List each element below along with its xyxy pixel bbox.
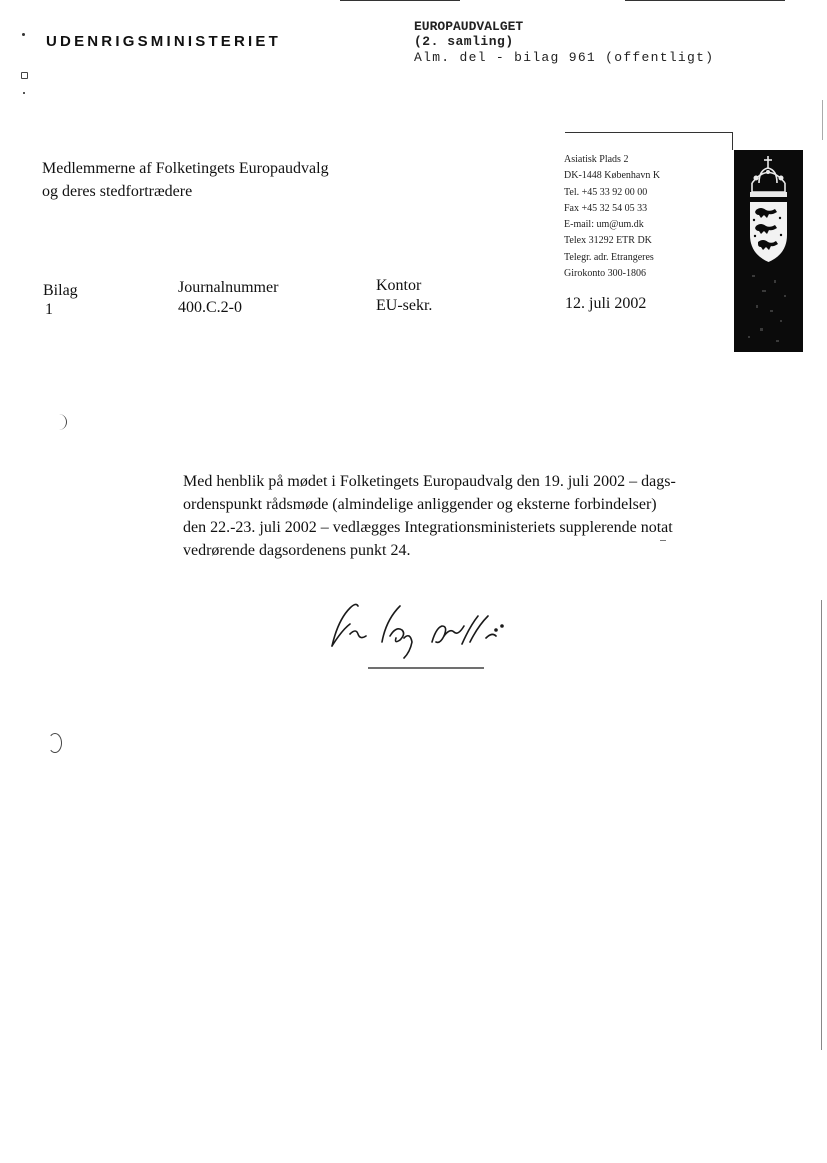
recipient-line-1: Medlemmerne af Folketingets Europaudvalg bbox=[42, 160, 329, 177]
scan-edge-line bbox=[822, 100, 823, 140]
stamp-committee: EUROPAUDVALGET bbox=[414, 19, 524, 34]
contact-top-rule-tick bbox=[732, 132, 733, 150]
contact-address: Asiatisk Plads 2 bbox=[564, 154, 629, 165]
body-line-2: ordenspunkt rådsmøde (almindelige anliggender og eksterne forbindelser) bbox=[183, 496, 657, 513]
letter-body bbox=[183, 470, 743, 562]
stamp-session: (2. samling) bbox=[414, 34, 514, 49]
scan-mark bbox=[23, 92, 25, 94]
signature-icon bbox=[320, 590, 530, 680]
ministry-letterhead: UDENRIGSMINISTERIET bbox=[46, 33, 281, 50]
scan-mark bbox=[21, 72, 28, 79]
scan-mark bbox=[22, 33, 25, 36]
punch-hole-mark bbox=[58, 414, 67, 430]
body-line-1: Med henblik på mødet i Folketingets Europaudvalg den 19. juli 2002 – dags- bbox=[183, 473, 676, 490]
scan-edge-line bbox=[821, 600, 822, 1050]
office-label: Kontor bbox=[376, 277, 422, 294]
crest-panel bbox=[734, 150, 803, 352]
body-line-4: vedrørende dagsordenens punkt 24. bbox=[183, 542, 411, 559]
scan-edge-line bbox=[625, 0, 785, 1]
contact-telex: Telex 31292 ETR DK bbox=[564, 235, 652, 247]
contact-block bbox=[564, 152, 660, 282]
contact-tel: Tel. +45 33 92 00 00 bbox=[564, 186, 648, 198]
scan-mark bbox=[660, 540, 666, 541]
punch-hole-mark bbox=[48, 733, 62, 753]
recipient-line-2: og deres stedfortrædere bbox=[42, 183, 193, 200]
contact-telegram: Telegr. adr. Etrangeres bbox=[564, 251, 654, 263]
contact-postal: DK-1448 København K bbox=[564, 170, 661, 182]
letter-date: 12. juli 2002 bbox=[565, 295, 647, 312]
contact-giro: Girokonto 300-1806 bbox=[564, 268, 646, 280]
journal-label: Journalnummer bbox=[178, 279, 279, 296]
contact-email: E-mail: um@um.dk bbox=[564, 219, 644, 231]
scan-edge-line bbox=[340, 0, 460, 1]
office-value: EU-sekr. bbox=[376, 297, 433, 314]
journal-value: 400.C.2-0 bbox=[178, 299, 242, 316]
stamp-reference: Alm. del - bilag 961 (offentligt) bbox=[414, 50, 715, 65]
contact-top-rule bbox=[565, 132, 733, 133]
body-line-3: den 22.-23. juli 2002 – vedlægges Integrationsministeriets supplerende notat bbox=[183, 519, 673, 536]
bilag-value: 1 bbox=[45, 301, 53, 318]
bilag-label: Bilag bbox=[43, 282, 78, 299]
contact-fax: Fax +45 32 54 05 33 bbox=[564, 202, 648, 214]
crest-icon bbox=[734, 150, 803, 352]
